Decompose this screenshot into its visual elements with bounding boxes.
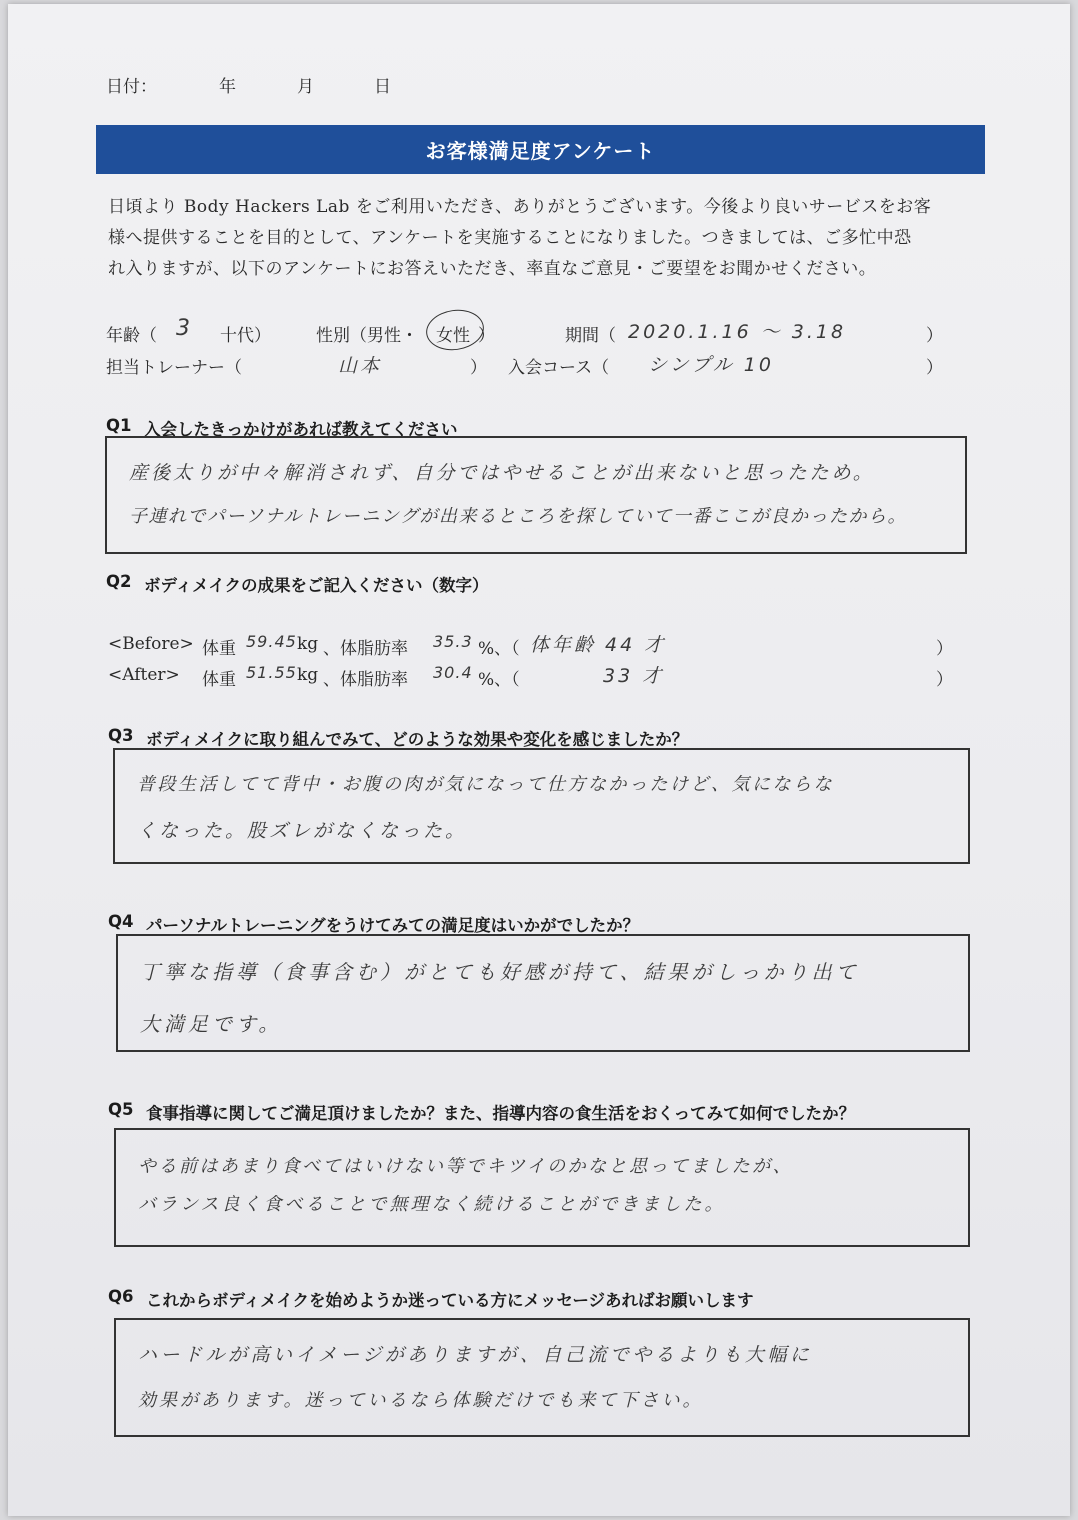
q1-label: Q1 — [106, 416, 132, 435]
survey-title: お客様満足度アンケート — [96, 125, 985, 174]
q3-question: ボディメイクに取り組んでみて、どのような効果や変化を感じましたか？ — [146, 730, 689, 749]
period-close: ） — [926, 326, 943, 346]
q6-answer-line: 効果があります。迷っているなら体験だけでも来て下さい。 — [138, 1390, 704, 1411]
q4-answer-line: 大満足です。 — [140, 1012, 283, 1036]
trainer-value: 山本 — [338, 355, 383, 377]
q1-answer-line: 産後太りが中々解消されず、自分ではやせることが出来ないと思ったため。 — [129, 462, 875, 484]
after-extra-value: 33 才 — [603, 665, 665, 687]
age-suffix: 十代） — [220, 326, 271, 346]
date-day: 日 — [374, 77, 391, 97]
period-value: 2020.1.16 〜 3.18 — [628, 321, 847, 343]
date-label: 日付： — [106, 77, 157, 97]
gender-close: ） — [478, 326, 495, 346]
q5-label: Q5 — [108, 1100, 134, 1119]
gender-label: 性別（男性・ — [316, 326, 418, 346]
date-month: 月 — [297, 77, 314, 97]
q5-answer-line: やる前はあまり食べてはいけない等でキツイのかなと思ってましたが、 — [138, 1156, 794, 1177]
age-value: 3 — [176, 316, 193, 341]
q2-question: ボディメイクの成果をご記入ください（数字） — [144, 576, 489, 595]
after-fat-value: 30.4 — [433, 663, 473, 682]
intro-line: 様へ提供することを目的として、アンケートを実施することになりました。つきましては、ご多忙中恐 — [108, 228, 912, 248]
q6-answer-box — [114, 1318, 970, 1437]
q5-question: 食事指導に関してご満足頂けましたか？また、指導内容の食生活をおくってみて如何でしたか？ — [146, 1104, 856, 1123]
before-fat-value: 35.3 — [433, 632, 473, 651]
trainer-close: ） — [470, 358, 487, 378]
q6-question: これからボディメイクを始めようか迷っている方にメッセージあればお願いします — [146, 1291, 754, 1310]
date-year: 年 — [219, 77, 236, 97]
after-tag: <After> — [108, 665, 180, 685]
course-close: ） — [926, 358, 943, 378]
period-label: 期間（ — [565, 326, 616, 346]
before-weight-unit: kg — [297, 634, 319, 654]
q4-answer-box — [116, 934, 970, 1052]
before-weight-value: 59.45 — [246, 632, 297, 651]
survey-sheet — [8, 4, 1070, 1516]
age-label: 年齢（ — [106, 326, 157, 346]
before-weight-label: 体重 — [202, 639, 236, 659]
before-fat-label: 、体脂肪率 — [323, 639, 408, 659]
q5-answer-box — [114, 1128, 970, 1247]
q3-answer-line: 普段生活してて背中・お腹の肉が気になって仕方なかったけど、気にならな — [137, 774, 834, 795]
intro-text — [108, 192, 984, 285]
q4-question: パーソナルトレーニングをうけてみての満足度はいかがでしたか？ — [146, 916, 640, 935]
before-fat-unit: %、（ — [478, 639, 520, 659]
q3-answer-box — [113, 748, 970, 864]
course-value: シンプル 10 — [648, 354, 774, 376]
before-tag: <Before> — [108, 634, 194, 654]
gender-selected: 女性 — [436, 326, 470, 346]
q6-answer-line: ハードルが高いイメージがありますが、自己流でやるよりも大幅に — [138, 1344, 813, 1366]
intro-line: れ入りますが、以下のアンケートにお答えいただき、率直なご意見・ご要望をお聞かせください。 — [108, 259, 877, 279]
q1-answer-box — [105, 436, 967, 554]
after-weight-label: 体重 — [202, 670, 236, 690]
q1-question: 入会したきっかけがあれば教えてください — [144, 420, 458, 439]
q2-label: Q2 — [106, 572, 132, 591]
q6-label: Q6 — [108, 1287, 134, 1306]
q1-answer-line: 子連れでパーソナルトレーニングが出来るところを探していて一番ここが良かったから。 — [129, 506, 908, 527]
after-weight-unit: kg — [297, 665, 319, 685]
q3-label: Q3 — [108, 726, 134, 745]
q5-answer-line: バランス良く食べることで無理なく続けることができました。 — [138, 1194, 726, 1215]
after-fat-unit: %、（ — [478, 670, 520, 690]
before-extra-value: 体年齢 44 才 — [530, 634, 667, 656]
after-weight-value: 51.55 — [246, 663, 297, 682]
intro-line: 日頃より Body Hackers Lab をご利用いただき、ありがとうございます。今後より良いサービスをお客 — [108, 197, 932, 217]
after-close: ） — [936, 670, 953, 690]
after-fat-label: 、体脂肪率 — [323, 670, 408, 690]
q3-answer-line: くなった。股ズレがなくなった。 — [137, 820, 468, 842]
before-close: ） — [936, 639, 953, 659]
q4-answer-line: 丁寧な指導（食事含む）がとても好感が持て、結果がしっかり出て — [140, 960, 860, 984]
q4-label: Q4 — [108, 912, 134, 931]
trainer-label: 担当トレーナー（ — [106, 358, 242, 378]
course-label: 入会コース（ — [508, 358, 610, 378]
